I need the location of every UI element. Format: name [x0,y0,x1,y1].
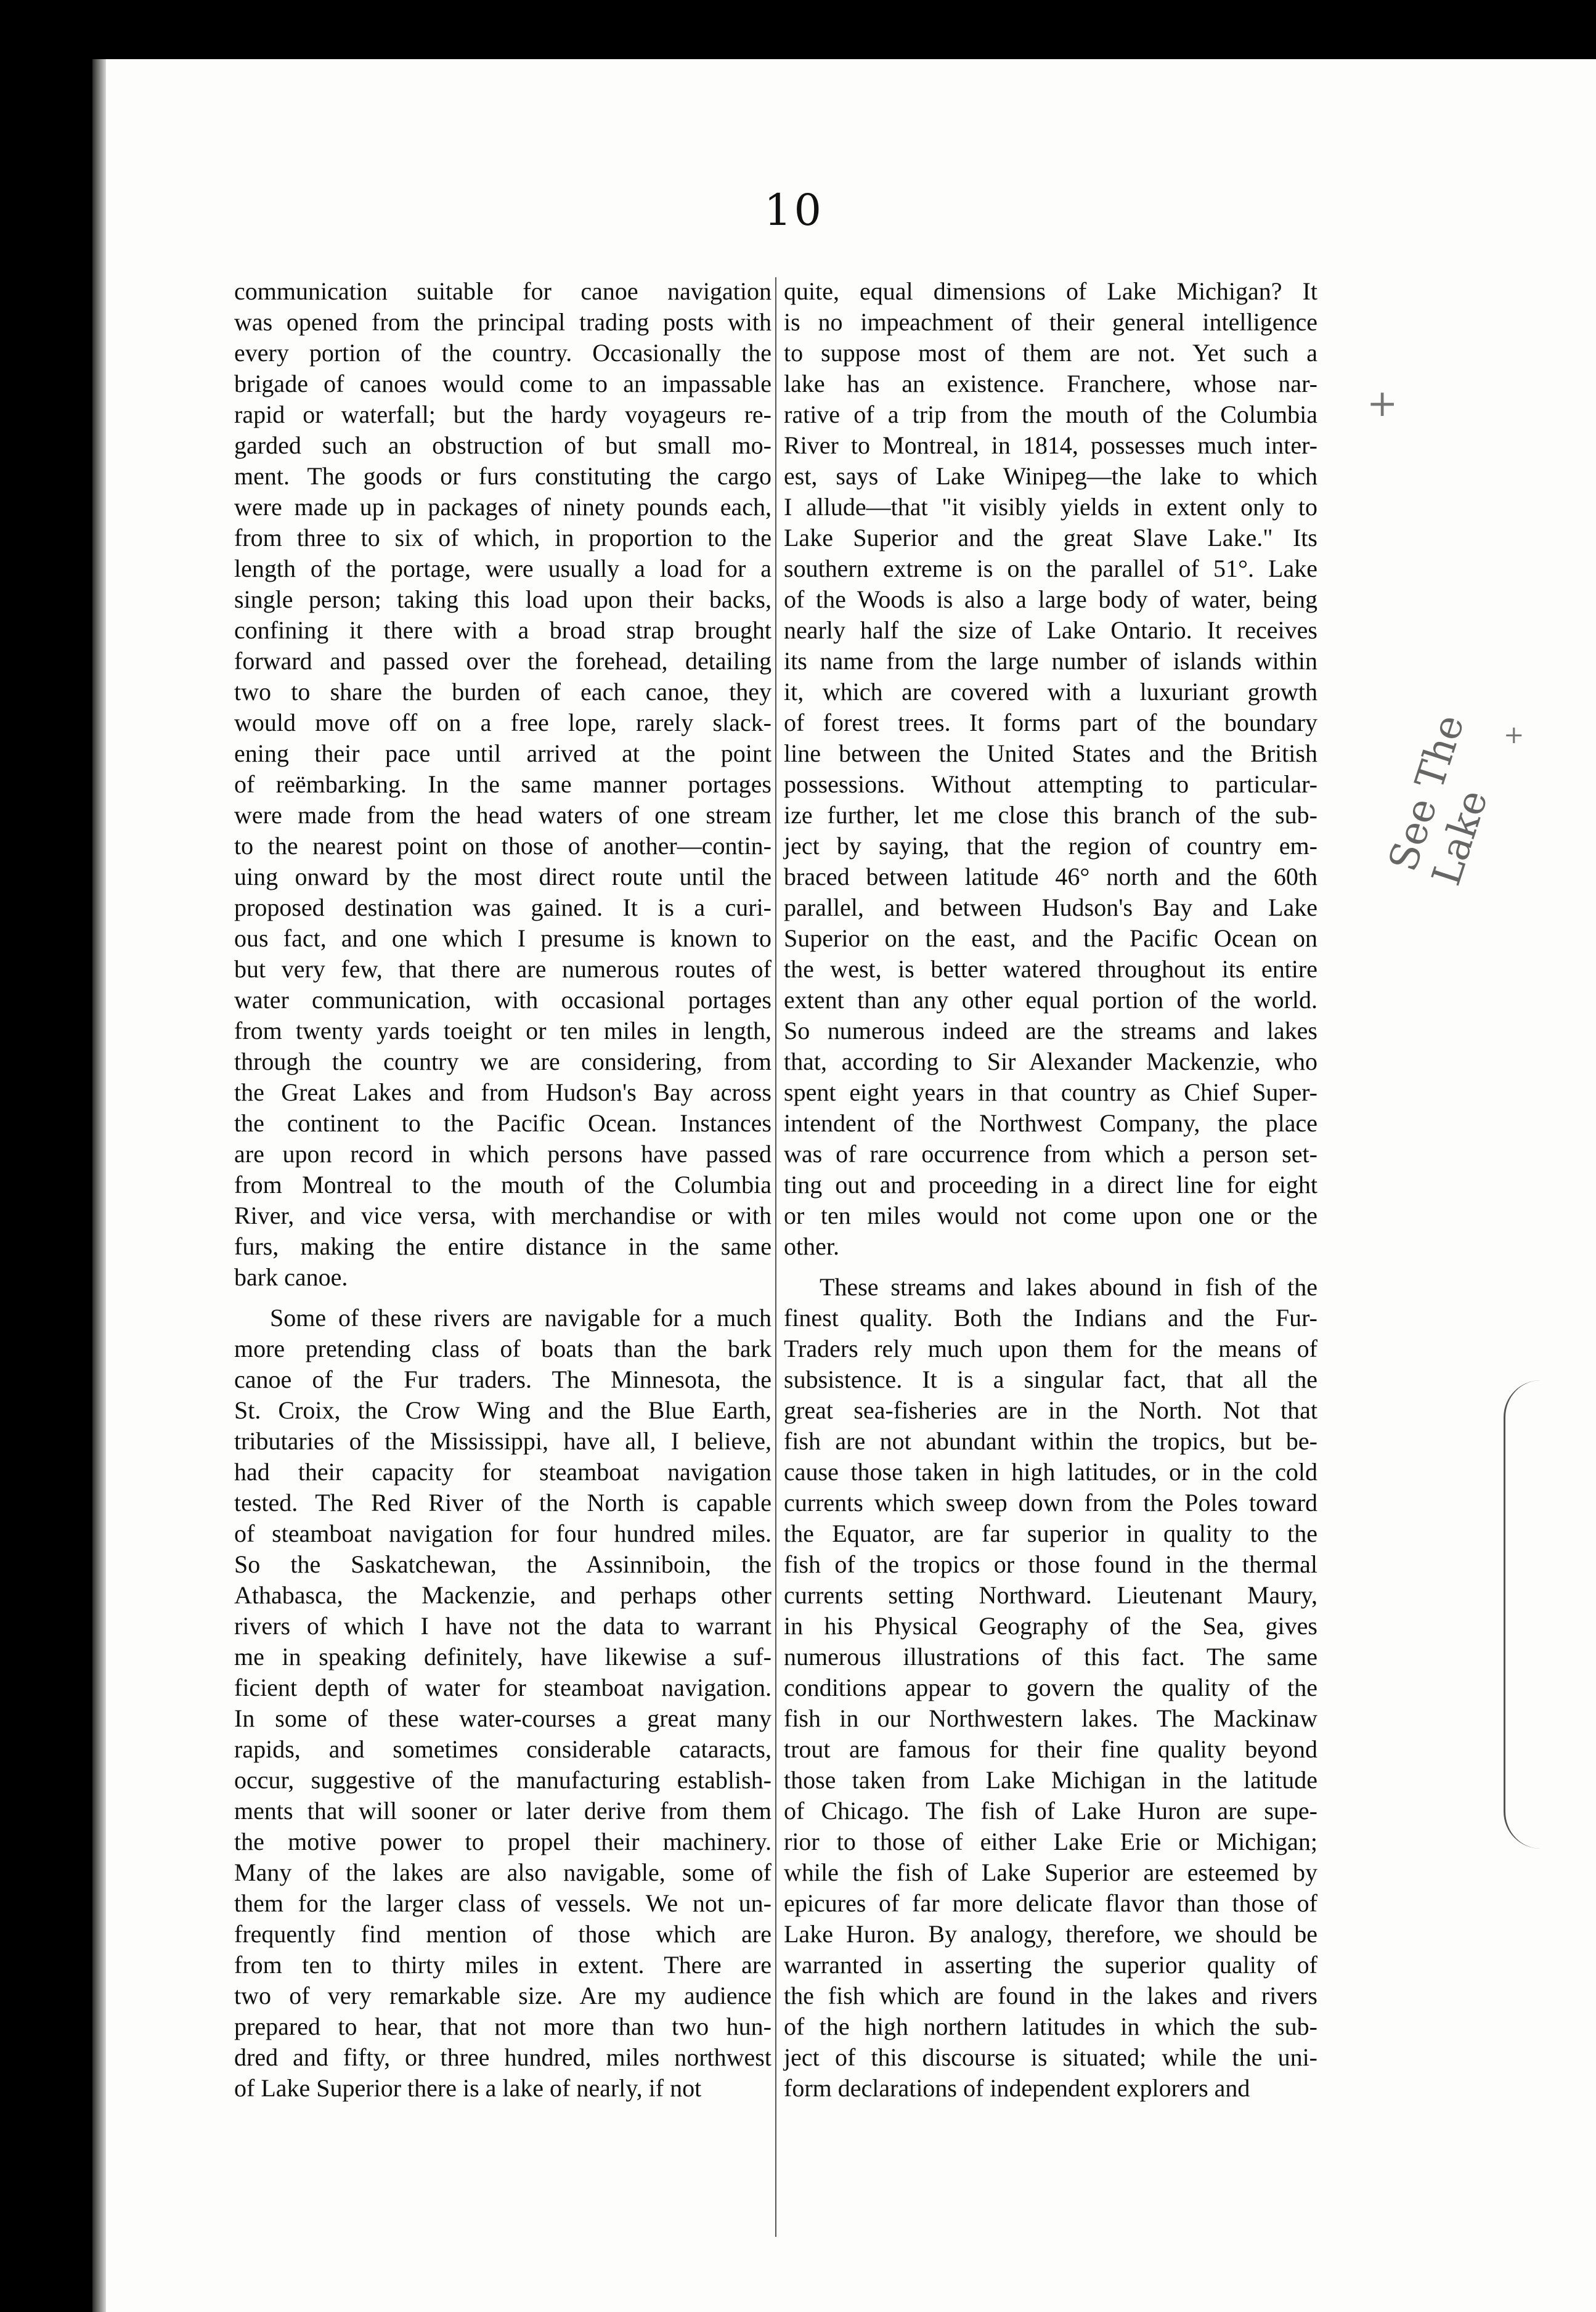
text-line: would move off on a free lope, rarely slack- [234,709,772,736]
text-line: two of very remarkable size. Are my audience [234,1982,772,2009]
text-line: currents setting Northward. Lieutenant Maury, [784,1581,1317,1609]
text-line: me in speaking definitely, have likewise a suf- [234,1643,772,1671]
text-line: through the country we are considering, from [234,1048,772,1075]
text-line: the motive power to propel their machinery. [234,1828,772,1855]
text-line: the west, is better watered throughout its entire [784,955,1317,983]
text-line: finest quality. Both the Indians and the Fur- [784,1304,1317,1332]
text-line: extent than any other equal portion of the world. [784,986,1317,1014]
text-line: line between the United States and the British [784,739,1317,767]
text-line: tributaries of the Mississippi, have all, I believe, [234,1427,772,1455]
text-line: River, and vice versa, with merchandise or with [234,1202,772,1229]
paragraph [234,1303,772,2104]
text-line: from three to six of which, in proportion to the [234,524,772,552]
paragraph-gap [784,1262,1317,1272]
text-line: of the high northern latitudes in which the sub- [784,2013,1317,2040]
text-line: Superior on the east, and the Pacific Ocean on [784,924,1317,952]
right-column [784,276,1317,2104]
text-line: ment. The goods or furs constituting the cargo [234,462,772,490]
text-line: but very few, that there are numerous routes of [234,955,772,983]
left-column [234,276,772,2104]
text-line: Lake Superior and the great Slave Lake." Its [784,524,1317,552]
text-line: ize further, let me close this branch of the sub- [784,801,1317,829]
text-line: dred and fifty, or three hundred, miles northwest [234,2043,772,2071]
text-line: form declarations of independent explorers and [784,2074,1250,2102]
text-line: other. [784,1232,839,1260]
text-line: its name from the large number of islands within [784,647,1317,675]
text-line: had their capacity for steamboat navigation [234,1458,772,1486]
paragraph [234,276,772,1293]
text-line: tested. The Red River of the North is capable [234,1489,772,1516]
text-line: frequently find mention of those which are [234,1920,772,1948]
text-line: were made up in packages of ninety pounds each, [234,493,772,521]
text-line: that, according to Sir Alexander Mackenzie, who [784,1048,1317,1075]
text-line: ficient depth of water for steamboat navigation. [234,1674,772,1701]
text-line: ting out and proceeding in a direct line for eight [784,1171,1317,1199]
text-line: length of the portage, were usually a load for a [234,555,772,582]
text-line: nearly half the size of Lake Ontario. It receives [784,616,1317,644]
text-line: the continent to the Pacific Ocean. Instances [234,1109,772,1137]
text-line: fish are not abundant within the tropics, but be- [784,1427,1317,1455]
text-line: These streams and lakes abound in fish of the [820,1273,1317,1301]
text-line: it, which are covered with a luxuriant growth [784,678,1317,706]
text-line: prepared to hear, that not more than two hun- [234,2013,772,2040]
text-line: epicures of far more delicate flavor than those of [784,1889,1317,1917]
text-line: while the fish of Lake Superior are esteemed by [784,1858,1317,1886]
text-line: of Lake Superior there is a lake of nearly, if not [234,2074,702,2102]
paragraph-gap [234,1293,772,1303]
text-line: Many of the lakes are also navigable, some of [234,1858,772,1886]
text-line: of reëmbarking. In the same manner portages [234,770,772,798]
text-line: parallel, and between Hudson's Bay and Lake [784,893,1317,921]
text-line: of steamboat navigation for four hundred miles. [234,1520,772,1547]
text-line: Traders rely much upon them for the means of [784,1335,1317,1362]
text-line: communication suitable for canoe navigation [234,277,772,305]
text-line: water communication, with occasional portages [234,986,772,1014]
text-line: garded such an obstruction of but small mo- [234,431,772,459]
text-line: southern extreme is on the parallel of 51°. Lake [784,555,1317,582]
text-line: of the Woods is also a large body of water, being [784,585,1317,613]
text-line: of forest trees. It forms part of the boundary [784,709,1317,736]
text-line: to suppose most of them are not. Yet such a [784,339,1317,367]
text-line: single person; taking this load upon their backs, [234,585,772,613]
text-line: currents which sweep down from the Poles toward [784,1489,1317,1516]
text-line: So the Saskatchewan, the Assinniboin, the [234,1550,772,1578]
text-line: ments that will sooner or later derive from them [234,1797,772,1825]
text-line: spent eight years in that country as Chief Super- [784,1078,1317,1106]
text-line: of Chicago. The fish of Lake Huron are supe- [784,1797,1317,1825]
text-line: Athabasca, the Mackenzie, and perhaps other [234,1581,772,1609]
page-number: 10 [764,185,824,235]
text-line: uing onward by the most direct route until the [234,863,772,890]
text-line: them for the larger class of vessels. We not un- [234,1889,772,1917]
text-line: confining it there with a broad strap brought [234,616,772,644]
text-line: are upon record in which persons have passed [234,1140,772,1168]
text-line: intendent of the Northwest Company, the place [784,1109,1317,1137]
text-line: ous fact, and one which I presume is known to [234,924,772,952]
text-line: rative of a trip from the mouth of the Columbia [784,401,1317,428]
text-line: In some of these water-courses a great many [234,1704,772,1732]
text-line: possessions. Without attempting to particular- [784,770,1317,798]
text-line: bark canoe. [234,1263,348,1291]
text-line: the Great Lakes and from Hudson's Bay across [234,1078,772,1106]
text-line: from twenty yards toeight or ten miles in length, [234,1017,772,1044]
text-line: furs, making the entire distance in the same [234,1232,772,1260]
text-line: fish in our Northwestern lakes. The Mackinaw [784,1704,1317,1732]
text-line: ject by saying, that the region of country em- [784,832,1317,860]
text-line: rapids, and sometimes considerable cataracts, [234,1735,772,1763]
text-line: two to share the burden of each canoe, they [234,678,772,706]
text-line: St. Croix, the Crow Wing and the Blue Earth, [234,1396,772,1424]
text-line: canoe of the Fur traders. The Minnesota, the [234,1366,772,1393]
text-line: I allude—that "it visibly yields in extent only to [784,493,1317,521]
text-line: proposed destination was gained. It is a curi- [234,893,772,921]
paragraph [784,276,1317,1262]
text-line: the Equator, are far superior in quality to the [784,1520,1317,1547]
text-line: was opened from the principal trading posts with [234,308,772,336]
text-line: fish of the tropics or those found in the thermal [784,1550,1317,1578]
text-line: from ten to thirty miles in extent. There are [234,1951,772,1979]
text-line: subsistence. It is a singular fact, that all the [784,1366,1317,1393]
text-line: est, says of Lake Winipeg—the lake to which [784,462,1317,490]
text-line: great sea-fisheries are in the North. Not that [784,1396,1317,1424]
text-line: forward and passed over the forehead, detailing [234,647,772,675]
text-line: Lake Huron. By analogy, therefore, we should be [784,1920,1317,1948]
text-line: warranted in asserting the superior quality of [784,1951,1317,1979]
column-divider [775,277,776,2237]
text-line: the fish which are found in the lakes and rivers [784,1982,1317,2009]
text-line: rior to those of either Lake Erie or Michigan; [784,1828,1317,1855]
margin-annotation: + [1367,382,1398,425]
paragraph [784,1272,1317,2104]
margin-annotation: + [1504,721,1525,749]
text-line: trout are famous for their fine quality beyond [784,1735,1317,1763]
text-line: ening their pace until arrived at the point [234,739,772,767]
text-line: numerous illustrations of this fact. The same [784,1643,1317,1671]
text-line: every portion of the country. Occasionally the [234,339,772,367]
text-line: occur, suggestive of the manufacturing establish- [234,1766,772,1794]
text-line: from Montreal to the mouth of the Columbia [234,1171,772,1199]
text-line: cause those taken in high latitudes, or in the cold [784,1458,1317,1486]
text-line: So numerous indeed are the streams and lakes [784,1017,1317,1044]
text-line: to the nearest point on those of another—contin- [234,832,772,860]
text-line: ject of this discourse is situated; while the uni- [784,2043,1317,2071]
margin-annotation: See The Lake [1380,709,1497,891]
text-line: were made from the head waters of one stream [234,801,772,829]
text-line: rivers of which I have not the data to warrant [234,1612,772,1640]
text-line: conditions appear to govern the quality of the [784,1674,1317,1701]
text-line: or ten miles would not come upon one or the [784,1202,1317,1229]
text-line: lake has an existence. Franchere, whose nar- [784,370,1317,397]
text-line: more pretending class of boats than the bark [234,1335,772,1362]
text-line: was of rare occurrence from which a person set- [784,1140,1317,1168]
text-line: rapid or waterfall; but the hardy voyageurs re- [234,401,772,428]
text-line: those taken from Lake Michigan in the latitude [784,1766,1317,1794]
margin-pencil-mark [1504,1380,1579,1849]
text-line: braced between latitude 46° north and the 60th [784,863,1317,890]
text-line: quite, equal dimensions of Lake Michigan? It [784,277,1317,305]
text-line: in his Physical Geography of the Sea, gives [784,1612,1317,1640]
text-line: River to Montreal, in 1814, possesses much inter- [784,431,1317,459]
text-line: brigade of canoes would come to an impassable [234,370,772,397]
text-line: is no impeachment of their general intelligence [784,308,1317,336]
text-line: Some of these rivers are navigable for a much [270,1304,772,1332]
page-edge-shadow [92,59,106,2312]
